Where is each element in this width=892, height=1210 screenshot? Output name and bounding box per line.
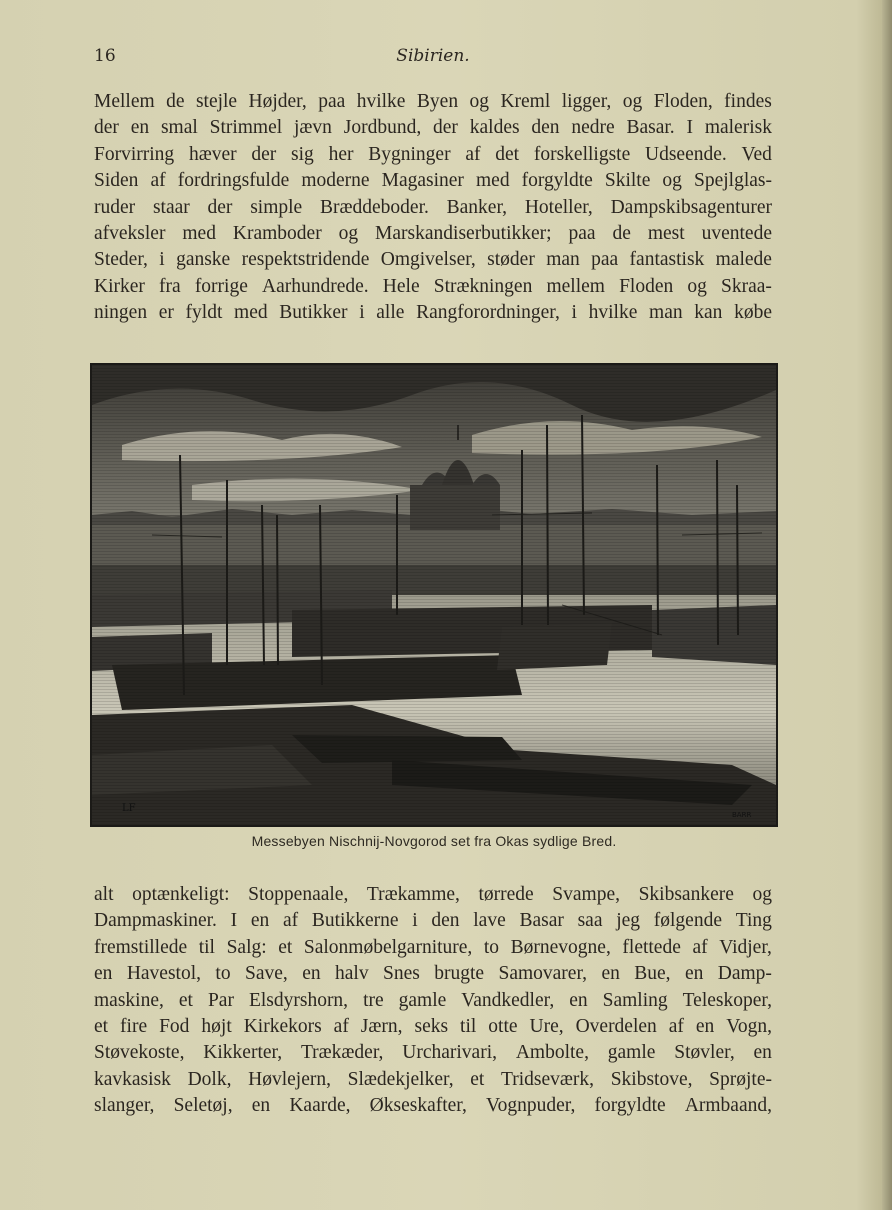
paragraph-bottom	[94, 882, 772, 1120]
text-line: kavkasisk Dolk, Høvlejern, Slædekjelker, et Tridseværk, Skibstove, Sprøjte-	[94, 1068, 772, 1090]
text-line: Mellem de stejle Højder, paa hvilke Byen og Kreml ligger, og Floden, findes	[94, 91, 772, 112]
figure-caption: Messebyen Nischnij-Novgorod set fra Okas sydlige Bred.	[251, 833, 617, 849]
text-line: ruder staar der simple Bræddeboder. Banker, Hoteller, Dampskibsagenturer	[94, 196, 772, 218]
text-line: Støvekoste, Kikkerter, Trækæder, Urcharivari, Ambolte, gamle Støvler, en	[94, 1042, 772, 1064]
text-line: Dampmaskiner. I en af Butikkerne i den lave Basar saa jeg følgende Ting	[94, 910, 772, 932]
text-line: Forvirring hæver der sig her Bygninger af det forskelligste Udseende. Ved	[94, 143, 772, 165]
engraving-figure	[90, 363, 778, 827]
page-header	[94, 46, 772, 68]
page-edge	[882, 0, 892, 1210]
running-title: Sibirien.	[396, 46, 470, 66]
text-line: Kirker fra forrige Aarhundrede. Hele Strækningen mellem Floden og Skraa-	[94, 275, 772, 297]
harbor-engraving-illustration	[92, 365, 776, 825]
text-line: Siden af fordringsfulde moderne Magasiner med forgyldte Skilte og Spejlglas-	[94, 170, 772, 192]
engraver-mark-right: BARR	[732, 811, 752, 819]
text-line: afveksler med Kramboder og Marskandiserbutikker; paa de mest uventede	[94, 223, 772, 245]
page-number: 16	[94, 46, 116, 66]
text-line: ningen er fyldt med Butikker i alle Rangforordninger, i hvilke man kan købe	[94, 302, 772, 324]
text-line: maskine, et Par Elsdyrshorn, tre gamle Vandkedler, en Samling Teleskoper,	[94, 989, 772, 1011]
text-line: slanger, Seletøj, en Kaarde, Økseskafter, Vognpuder, forgyldte Armbaand,	[94, 1095, 772, 1117]
text-line: et fire Fod højt Kirkekors af Jærn, seks til otte Ure, Overdelen af en Vogn,	[94, 1016, 772, 1038]
text-line: der en smal Strimmel jævn Jordbund, der kaldes den nedre Basar. I malerisk	[94, 117, 772, 139]
paragraph-top	[94, 89, 772, 327]
text-line: alt optænkeligt: Stoppenaale, Trækamme, tørrede Svampe, Skibsankere og	[94, 884, 772, 905]
engraver-mark-left: LF	[122, 803, 136, 814]
text-line: Steder, i ganske respektstridende Omgivelser, støder man paa fantastisk malede	[94, 249, 772, 271]
text-line: en Havestol, to Save, en halv Snes brugte Samovarer, en Bue, en Damp-	[94, 963, 772, 985]
text-line: fremstillede til Salg: et Salonmøbelgarniture, to Børnevogne, flettede af Vidjer,	[94, 936, 772, 958]
